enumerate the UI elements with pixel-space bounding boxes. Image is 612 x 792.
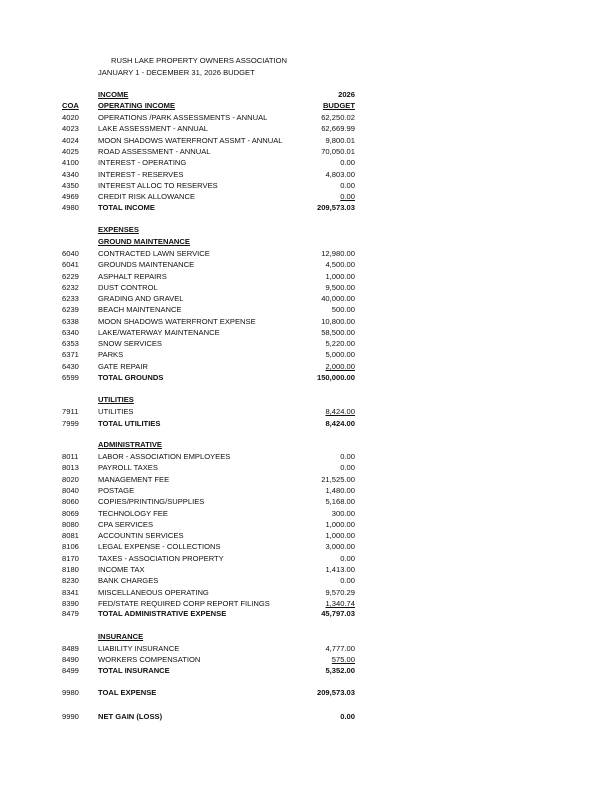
amount-cell: 58,500.00: [321, 327, 355, 337]
description-cell: CONTRACTED LAWN SERVICE: [98, 249, 210, 258]
amount-cell: 500.00: [331, 305, 355, 315]
table-row: [0, 406, 612, 417]
amount-cell: 9,570.29: [325, 587, 355, 597]
table-row: [0, 327, 612, 338]
coa-cell: 6338: [62, 316, 79, 326]
description-cell: ACCOUNTIN SERVICES: [98, 531, 184, 541]
amount-cell: 0.00: [340, 192, 355, 202]
table-row: [0, 541, 612, 552]
coa-cell: 4100: [62, 158, 79, 168]
description-cell: INCOME TAX: [98, 565, 145, 574]
coa-cell: 8013: [62, 463, 79, 473]
amount-cell: 9,800.01: [325, 135, 355, 145]
description-cell: INTEREST - OPERATING: [98, 158, 187, 168]
amount-cell: 1,480.00: [325, 485, 355, 495]
total-expense-amount: 209,573.03: [316, 688, 355, 697]
table-row: [0, 271, 612, 282]
expenses-heading: EXPENSES: [98, 225, 139, 234]
table-row: [0, 519, 612, 530]
coa-cell: 8011: [62, 452, 79, 461]
coa-cell: 8020: [62, 474, 79, 484]
description-cell: GATE REPAIR: [98, 361, 148, 371]
coa-cell: 8040: [62, 485, 79, 495]
org-name: RUSH LAKE PROPERTY OWNERS ASSOCIATION: [111, 56, 287, 65]
description-cell: BEACH MAINTENANCE: [98, 305, 182, 315]
description-cell: LAKE ASSESSMENT - ANNUAL: [98, 124, 209, 134]
amount-cell: 62,669.99: [321, 124, 355, 134]
coa-cell: 6233: [62, 294, 79, 304]
table-row: [0, 654, 612, 665]
utilities-heading-row: [0, 394, 612, 405]
coa-cell: 8106: [62, 542, 79, 552]
description-cell: INTEREST ALLOC TO RESERVES: [98, 180, 218, 190]
amount-cell: 575.00: [331, 655, 355, 665]
income-heading-row: [0, 89, 612, 100]
description-cell: ROAD ASSESSMENT - ANNUAL: [98, 146, 211, 156]
table-row: [0, 361, 612, 372]
description-cell: LEGAL EXPENSE - COLLECTIONS: [98, 542, 221, 552]
table-row: [0, 316, 612, 327]
table-row: [0, 643, 612, 654]
amount-cell: 300.00: [331, 508, 355, 518]
coa-cell: 8069: [62, 508, 79, 518]
table-row: [0, 496, 612, 507]
amount-cell: 70,050.01: [321, 146, 355, 156]
coa-cell: 4350: [62, 180, 79, 190]
description-cell: LIABILITY INSURANCE: [98, 644, 180, 653]
table-row: [0, 485, 612, 496]
table-row: [0, 349, 612, 360]
amount-cell: 3,000.00: [325, 542, 355, 552]
table-row: [0, 180, 612, 191]
description-cell: OPERATIONS /PARK ASSESSMENTS - ANNUAL: [98, 113, 268, 122]
amount-cell: 12,980.00: [321, 249, 355, 258]
net-gain-amount: 0.00: [340, 712, 355, 721]
description-cell: POSTAGE: [98, 485, 135, 495]
table-row: [0, 530, 612, 541]
total-row: [0, 608, 612, 619]
table-row: [0, 462, 612, 473]
amount-cell: 0.00: [340, 452, 355, 461]
coa-cell: 7999: [62, 419, 79, 428]
total-row: [0, 665, 612, 676]
description-cell: BANK CHARGES: [98, 576, 159, 586]
amount-cell: 0.00: [340, 553, 355, 563]
expenses-heading-row: [0, 224, 612, 235]
amount-cell: 1,000.00: [325, 531, 355, 541]
description-cell: MOON SHADOWS WATERFRONT EXPENSE: [98, 316, 256, 326]
coa-cell: 6371: [62, 350, 79, 360]
table-row: [0, 146, 612, 157]
coa-cell: 8170: [62, 553, 79, 563]
table-row: [0, 169, 612, 180]
amount-cell: 0.00: [340, 576, 355, 586]
amount-cell: 209,573.03: [316, 203, 355, 212]
coa-cell: 8341: [62, 587, 79, 597]
table-row: [0, 293, 612, 304]
amount-cell: 4,777.00: [325, 644, 355, 653]
amount-cell: 4,500.00: [325, 260, 355, 270]
amount-cell: 150,000.00: [316, 373, 355, 382]
description-cell: MOON SHADOWS WATERFRONT ASSMT - ANNUAL: [98, 135, 283, 145]
period-text: JANUARY 1 - DECEMBER 31, 2026 BUDGET: [98, 68, 255, 77]
description-cell: SNOW SERVICES: [98, 339, 162, 349]
coa-cell: 8060: [62, 497, 79, 507]
amount-cell: 0.00: [340, 180, 355, 190]
amount-cell: 0.00: [340, 463, 355, 473]
description-cell: PARKS: [98, 350, 124, 360]
table-row: [0, 112, 612, 123]
table-row: [0, 587, 612, 598]
coa-cell: 8081: [62, 531, 79, 541]
amount-cell: 1,413.00: [325, 565, 355, 574]
amount-cell: 1,340.74: [325, 598, 355, 608]
total-row: [0, 418, 612, 429]
coa-cell: 4340: [62, 169, 79, 179]
table-row: [0, 553, 612, 564]
description-cell: PAYROLL TAXES: [98, 463, 158, 473]
amount-cell: 62,250.02: [321, 113, 355, 122]
description-cell: UTILITIES: [98, 407, 134, 416]
coa-cell: 7911: [62, 407, 79, 416]
admin-heading-row: [0, 439, 612, 450]
description-cell: LABOR - ASSOCIATION EMPLOYEES: [98, 452, 231, 461]
coa-cell: 4025: [62, 146, 79, 156]
description-cell: CPA SERVICES: [98, 519, 154, 529]
net-gain-label: NET GAIN (LOSS): [98, 712, 163, 721]
amount-cell: 8,424.00: [325, 407, 355, 416]
coa-cell: 6040: [62, 249, 79, 258]
coa-cell: 8499: [62, 666, 79, 675]
description-cell: INTEREST - RESERVES: [98, 169, 184, 179]
amount-cell: 10,800.00: [321, 316, 355, 326]
coa-cell: 4024: [62, 135, 79, 145]
description-cell: WORKERS COMPENSATION: [98, 655, 201, 665]
description-cell: FED/STATE REQUIRED CORP REPORT FILINGS: [98, 598, 270, 608]
amount-cell: 5,168.00: [325, 497, 355, 507]
description-cell: LAKE/WATERWAY MAINTENANCE: [98, 327, 220, 337]
description-cell: TOTAL GROUNDS: [98, 373, 164, 382]
coa-cell: 6599: [62, 373, 79, 382]
total-expense-row: [0, 687, 612, 698]
coa-cell: 8230: [62, 576, 79, 586]
budget-year: 2026: [338, 90, 355, 99]
ground-heading-row: [0, 236, 612, 247]
coa-cell: 6239: [62, 305, 79, 315]
coa-cell: 6041: [62, 260, 79, 270]
amount-cell: 0.00: [340, 158, 355, 168]
operating-income-heading: OPERATING INCOME: [98, 101, 176, 110]
coa-cell: 8479: [62, 609, 79, 618]
coa-cell: 8080: [62, 519, 79, 529]
amount-cell: 8,424.00: [325, 419, 355, 428]
amount-cell: 9,500.00: [325, 282, 355, 292]
coa-cell: 8489: [62, 644, 79, 653]
table-row: [0, 508, 612, 519]
coa-cell: 4023: [62, 124, 79, 134]
insurance-heading-row: [0, 631, 612, 642]
description-cell: TECHNOLOGY FEE: [98, 508, 168, 518]
coa-cell: 6229: [62, 271, 79, 281]
description-cell: TOTAL UTILITIES: [98, 419, 161, 428]
insurance-heading: INSURANCE: [98, 632, 144, 641]
total-expense-label: TOAL EXPENSE: [98, 688, 157, 697]
coa-cell: 6340: [62, 327, 79, 337]
description-cell: TOTAL INCOME: [98, 203, 155, 212]
amount-cell: 40,000.00: [321, 294, 355, 304]
amount-cell: 5,352.00: [325, 666, 355, 675]
total-row: [0, 202, 612, 213]
table-row: [0, 248, 612, 259]
table-row: [0, 123, 612, 134]
amount-cell: 5,000.00: [325, 350, 355, 360]
net-gain-row: [0, 711, 612, 722]
income-heading: INCOME: [98, 90, 129, 99]
description-cell: CREDIT RISK ALLOWANCE: [98, 192, 196, 202]
description-cell: TAXES - ASSOCIATION PROPERTY: [98, 553, 224, 563]
amount-cell: 21,525.00: [321, 474, 355, 484]
coa-cell: 4980: [62, 203, 79, 212]
table-row: [0, 135, 612, 146]
description-cell: ASPHALT REPAIRS: [98, 271, 167, 281]
coa-cell: 6430: [62, 361, 79, 371]
table-row: [0, 474, 612, 485]
table-row: [0, 564, 612, 575]
description-cell: MANAGEMENT FEE: [98, 474, 170, 484]
coa-cell: 4020: [62, 113, 79, 122]
utilities-heading: UTILITIES: [98, 395, 134, 404]
table-row: [0, 259, 612, 270]
income-column-header: [0, 100, 612, 111]
coa-column-label: COA: [62, 101, 79, 110]
coa-cell: 6232: [62, 282, 79, 292]
amount-cell: 2,000.00: [325, 361, 355, 371]
table-row: [0, 575, 612, 586]
coa-cell: 4969: [62, 192, 79, 202]
table-row: [0, 451, 612, 462]
table-row: [0, 282, 612, 293]
administrative-heading: ADMINISTRATIVE: [98, 440, 162, 449]
amount-cell: 5,220.00: [325, 339, 355, 349]
description-cell: MISCELLANEOUS OPERATING: [98, 587, 209, 597]
ground-maintenance-heading: GROUND MAINTENANCE: [98, 237, 190, 246]
coa-cell: 8390: [62, 598, 79, 608]
description-cell: GRADING AND GRAVEL: [98, 294, 184, 304]
table-row: [0, 191, 612, 202]
description-cell: COPIES/PRINTING/SUPPLIES: [98, 497, 205, 507]
description-cell: TOTAL INSURANCE: [98, 666, 170, 675]
total-expense-coa: 9980: [62, 688, 79, 697]
description-cell: DUST CONTROL: [98, 282, 158, 292]
table-row: [0, 157, 612, 168]
budget-column-label: BUDGET: [322, 101, 355, 110]
table-row: [0, 304, 612, 315]
amount-cell: 45,797.03: [321, 609, 355, 618]
description-cell: TOTAL ADMINISTRATIVE EXPENSE: [98, 609, 227, 618]
amount-cell: 1,000.00: [325, 519, 355, 529]
table-row: [0, 338, 612, 349]
description-cell: GROUNDS MAINTENANCE: [98, 260, 195, 270]
coa-cell: 8180: [62, 565, 79, 574]
amount-cell: 1,000.00: [325, 271, 355, 281]
coa-cell: 8490: [62, 655, 79, 665]
total-row: [0, 372, 612, 383]
net-gain-coa: 9990: [62, 712, 79, 721]
coa-cell: 6353: [62, 339, 79, 349]
amount-cell: 4,803.00: [325, 169, 355, 179]
